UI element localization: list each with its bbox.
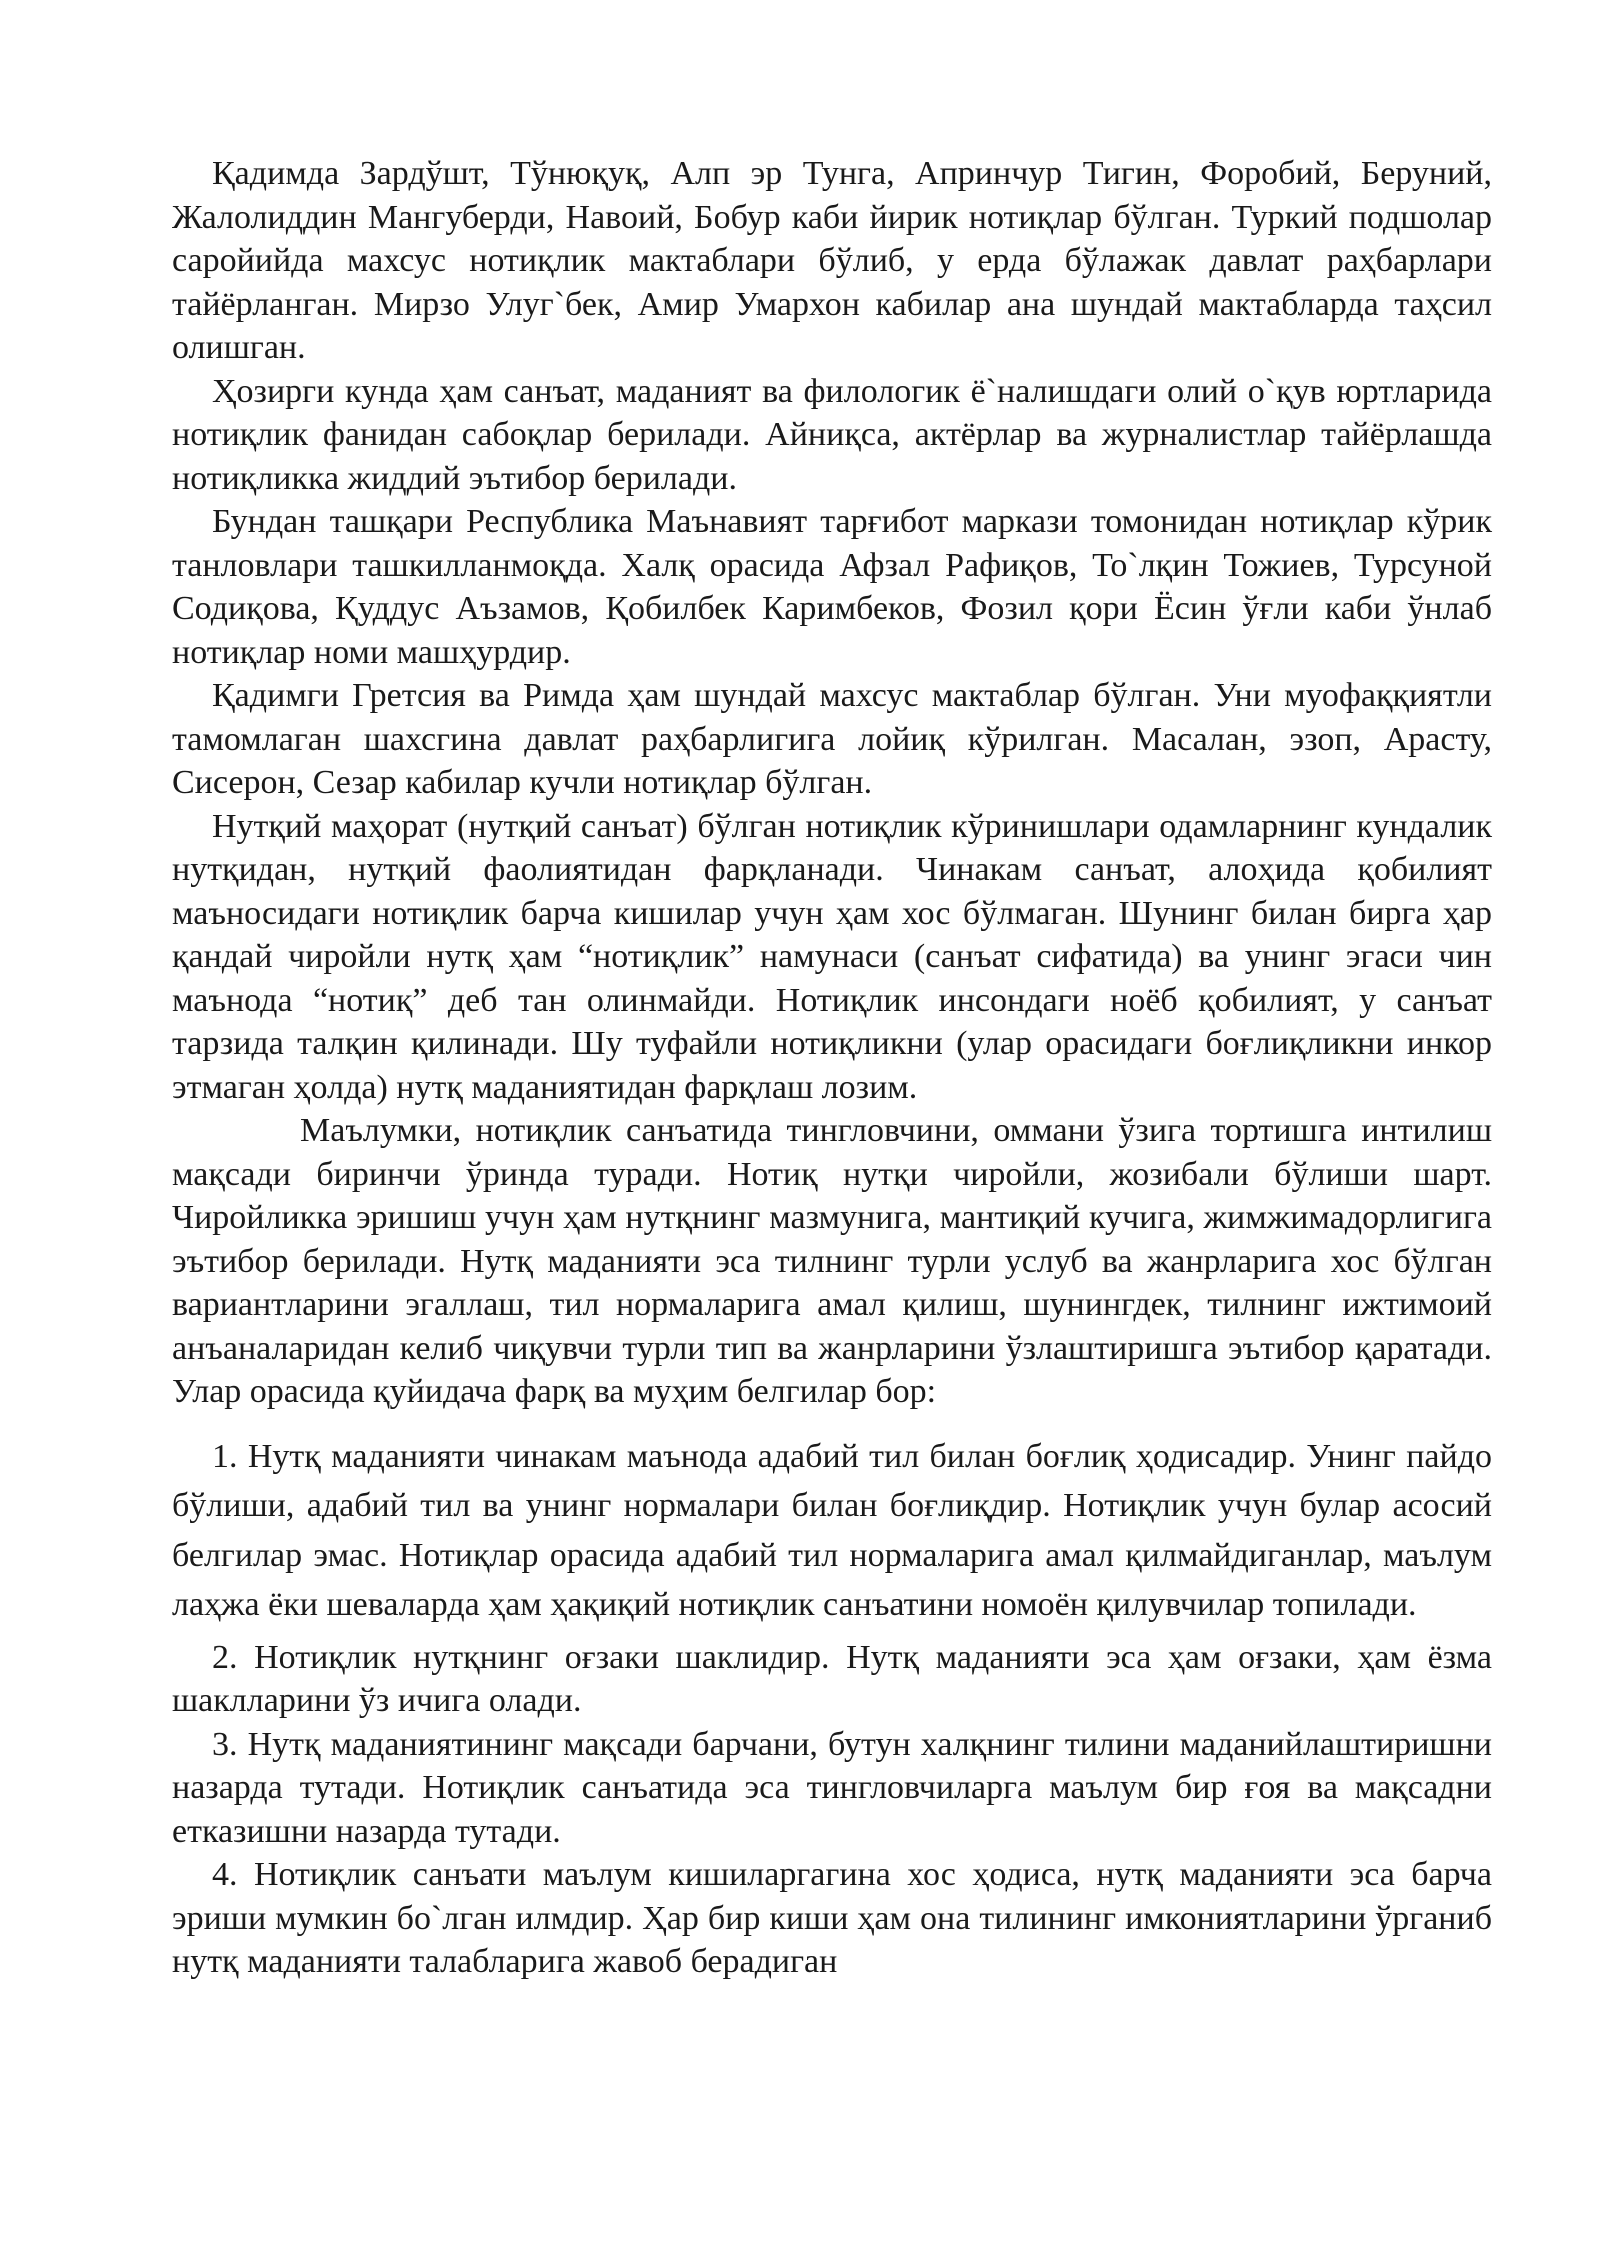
list-item [172, 1432, 1492, 1630]
list-item-number: 2. [212, 1638, 238, 1676]
differences-list [172, 1432, 1492, 1984]
list-item-text: Нотиқлик санъати маълум кишиларгагина хос ҳодиса, нутқ маданияти эса барча эриши мумкин бо`лган илмдир. Ҳар бир киши ҳам она тилининг имкониятларини ўрганиб нутқ маданияти талабларига жавоб берадиган [172, 1856, 1492, 1980]
list-item-text: Нотиқлик нутқнинг оғзаки шаклидир. Нутқ маданияти эса ҳам оғзаки, ҳам ёзма шаклларини ўз ичига олади. [172, 1638, 1492, 1719]
list-item-text: Нутқ маданиятининг мақсади барчани, бутун халқнинг тилини маданийлаштиришни назарда тутади. Нотиқлик санъатида эса тингловчиларга маълум бир ғоя ва мақсадни етказишни назарда тутади. [172, 1725, 1492, 1850]
paragraph-greece-rome: Қадимги Гретсия ва Римда ҳам шундай махсус мактаблар бўлган. Уни муофаққиятли тамомлаган шахсгина давлат раҳбарлигига лойиқ кўрилган. Масалан, эзоп, Арасту, Сисерон, Сезар кабилар кучли нотиқлар бўлган. [172, 677, 1492, 801]
paragraph-education: Ҳозирги кунда ҳам санъат, маданият ва филологик ё`налишдаги олий о`қув юртларида нотиқлик фанидан сабоқлар берилади. Айниқса, актёрлар ва журналистлар тайёрлашда нотиқликка жиддий эътибор берилади. [172, 372, 1492, 497]
paragraph-speech-art: Нутқий маҳорат (нутқий санъат) бўлган нотиқлик кўринишлари одамларнинг кундалик нутқидан, нутқий фаолиятидан фарқланади. Чинакам санъат, алоҳида қобилият маъносидаги нотиқлик барча кишилар учун ҳам хос бўлмаган. Шунинг билан бирга ҳар қандай чиройли нутқ ҳам “нотиқлик” намунаси (санъат сифатида) ва унинг эгаси чин маънода “нотиқ” деб тан олинмайди. Нотиқлик инсондаги ноёб қобилият, у санъат тарзида талқин қилинади. Шу туфайли нотиқликни (улар орасидаги боғлиқликни инкор этмаган ҳолда) нутқ маданиятидан фарқлаш лозим. [172, 807, 1492, 1106]
list-item [172, 1853, 1492, 1984]
paragraph-orators-history: Қадимда Зардўшт, Тўнюқуқ, Алп эр Тунга, Апринчур Тигин, Форобий, Беруний, Жалолиддин Мангуберди, Навоий, Бобур каби йирик нотиқлар бўлган. Туркий подшолар саройийда махсус нотиқлик мактаблари бўлиб, у ерда бўлажак давлат раҳбарлари тайёрланган. Мирзо Улуг`бек, Амир Умархон кабилар ана шундай мактабларда таҳсил олишган. [172, 155, 1492, 366]
list-item [172, 1636, 1492, 1723]
paragraph-competitions: Бундан ташқари Республика Маънавият тарғибот маркази томонидан нотиқлар кўрик танловлари ташкилланмоқда. Халқ орасида Афзал Рафиқов, То`лқин Тожиев, Турсуной Содиқова, Қуддус Аъзамов, Қобилбек Каримбеков, Фозил қори Ёсин ўғли каби ўнлаб нотиқлар номи машҳурдир. [172, 503, 1492, 671]
list-item-number: 3. [212, 1725, 238, 1763]
list-item-number: 1. [212, 1437, 238, 1475]
list-item-text: Нутқ маданияти чинакам маънода адабий тил билан боғлиқ ҳодисадир. Унинг пайдо бўлиши, адабий тил ва унинг нормалари билан боғлиқдир. Нотиқлик учун булар асосий белгилар эмас. Нотиқлар орасида адабий тил нормаларига амал қилмайдиганлар, маълум лаҳжа ёки шеваларда ҳам ҳақиқий нотиқлик санъатини номоён қилувчилар топилади. [172, 1437, 1492, 1623]
list-item [172, 1723, 1492, 1854]
list-item-number: 4. [212, 1856, 238, 1893]
paragraph-differences: Маълумки, нотиқлик санъатида тингловчини, оммани ўзига тортишга интилиш мақсади биринчи ўринда туради. Нотиқ нутқи чиройли, жозибали бўлиши шарт. Чиройликка эришиш учун ҳам нутқнинг мазмунига, мантиқий кучига, жимжимадорлигига эътибор берилади. Нутқ маданияти эса тилнинг турли услуб ва жанрларига хос бўлган вариантларини эгаллаш, тил нормаларига амал қилиш, шунингдек, тилнинг ижтимоий анъаналаридан келиб чиқувчи турли тип ва жанрларини ўзлаштиришга эътибор қаратади. Улар орасида қуйидача фарқ ва муҳим белгилар бор: [172, 1112, 1492, 1410]
